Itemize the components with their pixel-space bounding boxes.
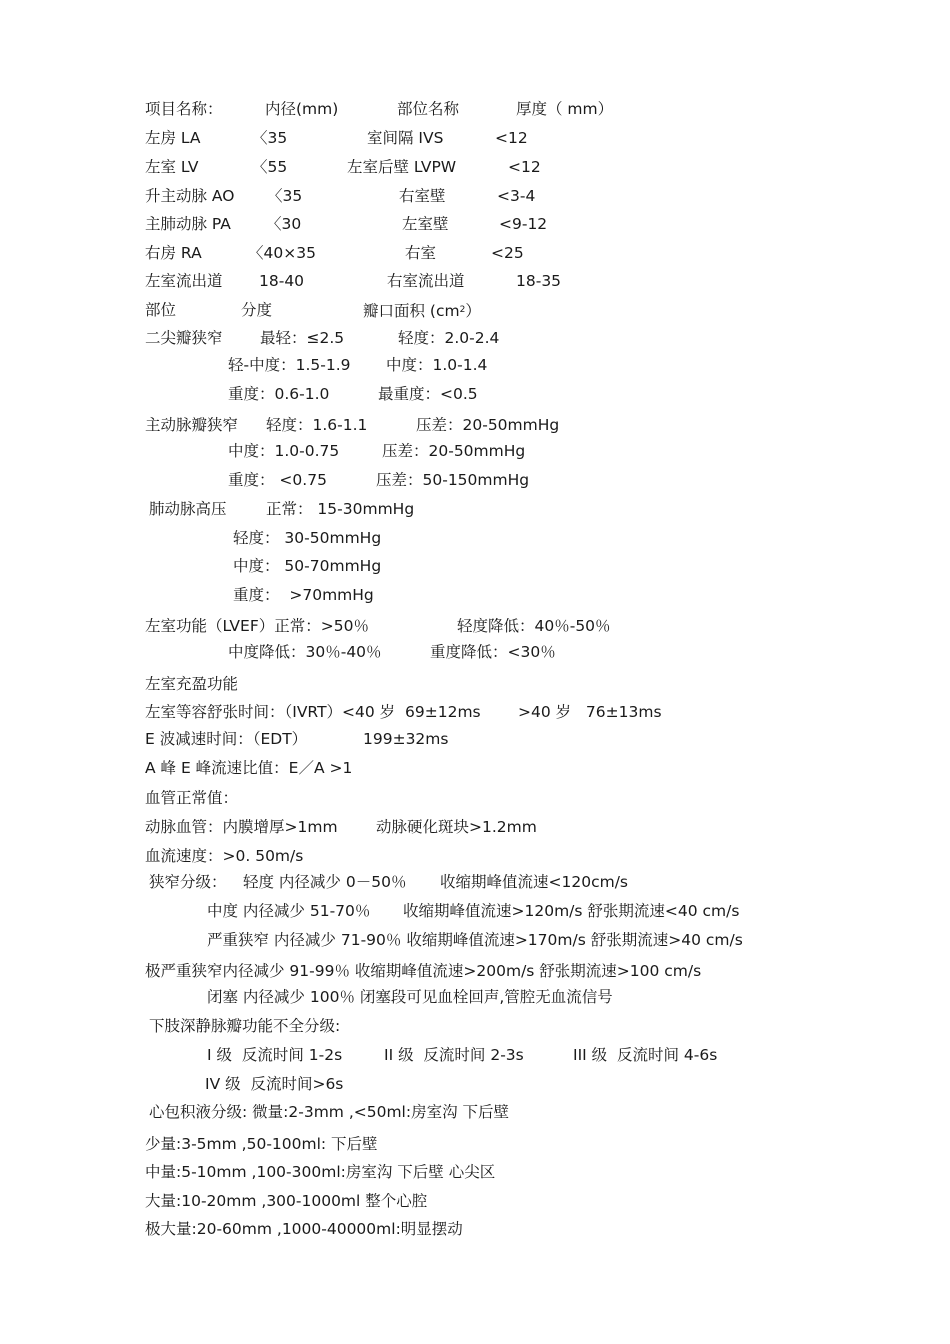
text-line (0, 584, 950, 606)
text-line (0, 1044, 950, 1066)
text-segment: 动脉硬化斑块>1.2mm (376, 818, 537, 836)
text-line (0, 673, 950, 695)
text-line (0, 440, 950, 462)
text-line (0, 1190, 950, 1212)
text-segment: 左室功能（LVEF）正常：>50％ (145, 617, 369, 635)
text-line (0, 757, 950, 779)
text-segment: 正常： 15-30mmHg (266, 500, 415, 518)
text-segment: 压差：20-50mmHg (416, 416, 560, 434)
text-segment: 18-40 (259, 272, 305, 290)
text-segment: 左室 LV (145, 158, 199, 176)
text-line (0, 185, 950, 207)
text-line (0, 1133, 950, 1155)
text-segment: 〈40×35 (248, 244, 316, 262)
text-segment: II 级 反流时间 2-3s (384, 1046, 524, 1064)
text-segment: 左室等容舒张时间：（IVRT）<40 岁 69±12ms (145, 703, 481, 721)
text-segment: <12 (495, 129, 528, 147)
text-line (0, 1218, 950, 1240)
text-line (0, 787, 950, 809)
text-segment: 狭窄分级： (149, 873, 227, 891)
text-line (0, 498, 950, 520)
text-segment: III 级 反流时间 4-6s (573, 1046, 718, 1064)
text-segment: 项目名称： (145, 100, 223, 118)
text-segment: 重度：0.6-1.0 (228, 385, 330, 403)
text-segment: 血管正常值： (145, 789, 239, 807)
text-line (0, 127, 950, 149)
text-segment: E 波减速时间：（EDT） (145, 730, 308, 748)
text-line (0, 1101, 950, 1123)
text-segment: 左房 LA (145, 129, 201, 147)
text-segment: 二尖瓣狭窄 (145, 329, 223, 347)
text-segment: 少量:3-5mm ,50-100ml: 下后壁 (145, 1135, 378, 1153)
text-line (0, 845, 950, 867)
text-segment: 闭塞 内径减少 100％ 闭塞段可见血栓回声,管腔无血流信号 (207, 988, 613, 1006)
text-line (0, 986, 950, 1008)
text-segment: A 峰 E 峰流速比值：E／A >1 (145, 759, 353, 777)
text-segment: 动脉血管：内膜增厚>1mm (145, 818, 338, 836)
text-line (0, 414, 950, 436)
text-line (0, 327, 950, 349)
text-segment: 压差：50-150mmHg (376, 471, 530, 489)
text-segment: 右室壁 (399, 187, 446, 205)
text-line (0, 527, 950, 549)
text-segment: <25 (491, 244, 524, 262)
superscript: 2 (459, 305, 466, 315)
text-segment: 右室流出道 (387, 272, 465, 290)
text-line (0, 1073, 950, 1095)
text-segment: 血流速度：>0. 50m/s (145, 847, 304, 865)
text-segment: 肺动脉高压 (149, 500, 227, 518)
text-line (0, 299, 950, 321)
text-segment: <9-12 (499, 215, 548, 233)
text-segment: 轻度 内径减少 0－50％ (243, 873, 407, 891)
text-line (0, 728, 950, 750)
text-segment: 中度：1.0-1.4 (386, 356, 488, 374)
text-segment: 右室 (405, 244, 437, 262)
text-segment: 部位 (145, 301, 177, 319)
text-segment: 左室流出道 (145, 272, 223, 290)
text-segment: 中量:5-10mm ,100-300ml:房室沟 下后壁 心尖区 (145, 1163, 496, 1181)
text-segment: 重度： <0.75 (228, 471, 327, 489)
text-segment: 极严重狭窄内径减少 91-99％ 收缩期峰值流速>200m/s 舒张期流速>100 cm/s (145, 962, 702, 980)
text-segment: 最重度：<0.5 (378, 385, 478, 403)
text-segment: 升主动脉 AO (145, 187, 235, 205)
text-segment: 中度 内径减少 51-70％ (207, 902, 371, 920)
text-segment: 左室充盈功能 (145, 675, 239, 693)
text-segment: 厚度（ mm） (516, 100, 614, 118)
text-segment: 内径(mm) (265, 100, 339, 118)
text-line (0, 213, 950, 235)
text-segment: 分度 (241, 301, 273, 319)
text-segment: ） (465, 302, 481, 320)
text-segment: 轻-中度：1.5-1.9 (228, 356, 351, 374)
text-line (0, 1161, 950, 1183)
text-segment: 严重狭窄 内径减少 71-90％ 收缩期峰值流速>170m/s 舒张期流速>40 cm/s (207, 931, 743, 949)
text-segment: 左室后壁 LVPW (347, 158, 457, 176)
text-line (0, 871, 950, 893)
text-segment: I 级 反流时间 1-2s (207, 1046, 343, 1064)
text-line (0, 383, 950, 405)
text-line (0, 929, 950, 951)
text-segment: 左室壁 (402, 215, 449, 233)
text-segment: 收缩期峰值流速>120m/s 舒张期流速<40 cm/s (403, 902, 740, 920)
text-segment: 右房 RA (145, 244, 202, 262)
text-segment: 轻度降低：40％-50％ (457, 617, 611, 635)
text-segment: 中度： 50-70mmHg (233, 557, 382, 575)
text-line (0, 960, 950, 982)
text-segment: 主肺动脉 PA (145, 215, 231, 233)
text-segment: 大量:10-20mm ,300-1000ml 整个心腔 (145, 1192, 428, 1210)
text-segment: 心包积液分级: 微量:2-3mm ,<50ml:房室沟 下后壁 (149, 1103, 510, 1121)
text-segment: 199±32ms (363, 730, 449, 748)
text-segment: >40 岁 76±13ms (518, 703, 662, 721)
text-segment: 部位名称 (397, 100, 460, 118)
text-line (0, 156, 950, 178)
text-segment: 〈55 (252, 158, 288, 176)
text-segment: 瓣口面积 (cm (363, 302, 460, 320)
text-segment: 〈30 (266, 215, 302, 233)
text-segment: 中度降低：30％-40％ (228, 643, 382, 661)
text-line (0, 816, 950, 838)
text-line (0, 270, 950, 292)
text-segment: 轻度： 30-50mmHg (233, 529, 382, 547)
text-line (0, 354, 950, 376)
text-segment: 轻度：1.6-1.1 (266, 416, 368, 434)
text-segment: 重度降低：<30％ (430, 643, 556, 661)
text-segment: 18-35 (516, 272, 562, 290)
text-segment: 重度： >70mmHg (233, 586, 374, 604)
text-segment: 压差：20-50mmHg (382, 442, 526, 460)
text-segment: 轻度：2.0-2.4 (398, 329, 500, 347)
text-segment: <12 (508, 158, 541, 176)
text-segment: <3-4 (497, 187, 536, 205)
text-line (0, 615, 950, 637)
text-segment: IV 级 反流时间>6s (205, 1075, 344, 1093)
text-segment: 下肢深静脉瓣功能不全分级: (149, 1017, 341, 1035)
text-line (0, 98, 950, 120)
text-line (0, 555, 950, 577)
text-segment: 室间隔 IVS (367, 129, 444, 147)
text-segment: 〈35 (267, 187, 303, 205)
text-segment: 收缩期峰值流速<120cm/s (440, 873, 628, 891)
text-line (0, 242, 950, 264)
text-line (0, 900, 950, 922)
text-segment: 极大量:20-60mm ,1000-40000ml:明显摆动 (145, 1220, 463, 1238)
text-segment: 最轻：≤2.5 (260, 329, 345, 347)
text-line (0, 1015, 950, 1037)
text-segment: 主动脉瓣狭窄 (145, 416, 239, 434)
text-line (0, 469, 950, 491)
text-segment: 〈35 (252, 129, 288, 147)
text-segment: 中度：1.0-0.75 (228, 442, 340, 460)
text-segment (363, 299, 481, 322)
text-line (0, 641, 950, 663)
text-line (0, 701, 950, 723)
